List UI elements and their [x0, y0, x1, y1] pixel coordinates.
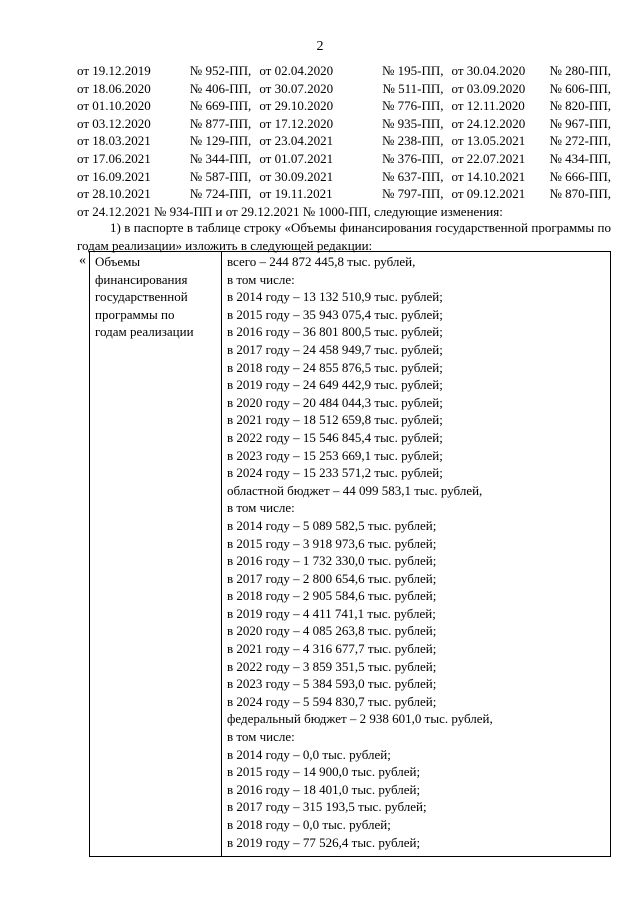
decree-reference	[77, 185, 259, 203]
decree-number: № 129-ПП,	[189, 133, 252, 149]
label-line: финансирования	[95, 271, 188, 287]
decree-date: от 23.04.2021	[259, 133, 334, 149]
table-bottom-spacer	[227, 851, 606, 856]
decree-number: № 935-ПП,	[381, 115, 444, 131]
decree-date: от 01.10.2020	[77, 98, 151, 114]
funding-label-cell	[90, 252, 222, 857]
funding-line: в 2017 году – 24 458 949,7 тыс. рублей;	[227, 341, 443, 357]
funding-line: в 2017 году – 2 800 654,6 тыс. рублей;	[227, 570, 437, 586]
decree-row	[77, 115, 611, 133]
funding-row	[90, 252, 611, 857]
funding-line: в 2014 году – 5 089 582,5 тыс. рублей;	[227, 517, 437, 533]
funding-line: в том числе:	[227, 500, 295, 516]
decree-number: № 238-ПП,	[381, 133, 444, 149]
decree-reference	[259, 115, 451, 133]
funding-line: федеральный бюджет – 2 938 601,0 тыс. рублей,	[227, 711, 493, 727]
page-number: 2	[316, 39, 324, 54]
funding-line: всего – 244 872 445,8 тыс. рублей,	[227, 254, 416, 269]
decree-number: № 344-ПП,	[189, 150, 252, 166]
decree-row	[77, 185, 611, 203]
decree-row	[77, 62, 611, 80]
decree-date: от 16.09.2021	[77, 168, 151, 184]
decree-reference	[451, 168, 611, 186]
decree-reference	[451, 150, 611, 168]
decree-number: № 637-ПП,	[381, 168, 444, 184]
funding-line: в 2021 году – 4 316 677,7 тыс. рублей;	[227, 641, 437, 657]
label-line: программы по	[95, 306, 175, 322]
decree-reference	[451, 80, 611, 98]
decree-number: № 606-ПП,	[549, 80, 611, 96]
decree-date: от 30.09.2021	[259, 168, 334, 184]
decree-date: от 14.10.2021	[451, 168, 526, 184]
opening-quote-mark: «	[79, 253, 86, 268]
funding-line: в 2018 году – 0,0 тыс. рублей;	[227, 817, 391, 832]
funding-line: в 2017 году – 315 193,5 тыс. рублей;	[227, 799, 427, 815]
funding-line: в 2019 году – 4 411 741,1 тыс. рублей;	[227, 605, 436, 621]
decree-date: от 13.05.2021	[451, 133, 526, 149]
funding-line: в 2021 году – 18 512 659,8 тыс. рублей;	[227, 412, 443, 428]
decree-reference	[259, 168, 451, 186]
decree-number: № 952-ПП,	[189, 63, 252, 78]
funding-line: в 2019 году – 77 526,4 тыс. рублей;	[227, 834, 421, 850]
decree-number: № 434-ПП,	[549, 150, 611, 166]
decree-reference	[451, 132, 611, 150]
decree-reference	[259, 185, 451, 203]
decree-date: от 03.12.2020	[77, 115, 151, 131]
funding-line: в 2023 году – 15 253 669,1 тыс. рублей;	[227, 447, 443, 463]
decree-number: № 406-ПП,	[189, 80, 252, 96]
passport-table	[89, 251, 611, 857]
decree-row	[77, 97, 611, 115]
funding-line: областной бюджет – 44 099 583,1 тыс. рублей,	[227, 482, 483, 498]
decree-number: № 776-ПП,	[381, 98, 444, 114]
decree-number: № 870-ПП,	[549, 186, 611, 202]
decree-date: от 17.12.2020	[259, 115, 334, 131]
funding-values-cell	[222, 252, 611, 857]
decree-reference	[451, 115, 611, 133]
decree-number: № 820-ПП,	[549, 98, 611, 114]
decree-number: № 280-ПП,	[549, 63, 611, 78]
decree-reference	[77, 132, 259, 150]
decree-number: № 877-ПП,	[189, 115, 252, 131]
decree-number: № 724-ПП,	[189, 186, 252, 202]
funding-line: в 2018 году – 24 855 876,5 тыс. рублей;	[227, 359, 443, 375]
decree-row	[77, 150, 611, 168]
label-line: государственной	[95, 289, 188, 305]
decree-date: от 02.04.2020	[259, 63, 334, 78]
funding-line: в 2016 году – 18 401,0 тыс. рублей;	[227, 781, 421, 797]
decree-date: от 24.12.2020	[451, 115, 526, 131]
funding-line: в 2015 году – 14 900,0 тыс. рублей;	[227, 764, 421, 780]
decree-number: № 272-ПП,	[549, 133, 611, 149]
funding-line: в 2015 году – 35 943 075,4 тыс. рублей;	[227, 306, 443, 322]
decree-date: от 22.07.2021	[451, 150, 526, 166]
decree-reference	[451, 185, 611, 203]
decree-date: от 19.12.2019	[77, 63, 151, 78]
decree-date: от 30.04.2020	[451, 63, 526, 78]
funding-line: в 2020 году – 4 085 263,8 тыс. рублей;	[227, 623, 437, 639]
decree-reference	[77, 97, 259, 115]
decree-date: от 18.06.2020	[77, 80, 151, 96]
funding-line: в том числе:	[227, 271, 295, 287]
decree-date: от 09.12.2021	[451, 186, 526, 202]
decree-reference	[259, 62, 451, 80]
decree-reference	[259, 80, 451, 98]
decree-date: от 29.10.2020	[259, 98, 334, 114]
decree-number: № 376-ПП,	[381, 150, 444, 166]
decree-row	[77, 80, 611, 98]
decree-last-line: от 24.12.2021 № 934-ПП и от 29.12.2021 № 1000-ПП, следующие изменения:	[77, 203, 503, 219]
funding-line: в 2024 году – 15 233 571,2 тыс. рублей;	[227, 465, 443, 481]
decree-reference	[77, 150, 259, 168]
decree-number: № 587-ПП,	[189, 168, 252, 184]
funding-line: в 2024 году – 5 594 830,7 тыс. рублей;	[227, 693, 437, 709]
decree-date: от 18.03.2021	[77, 133, 151, 149]
funding-line: в 2019 году – 24 649 442,9 тыс. рублей;	[227, 377, 443, 393]
funding-line: в 2014 году – 13 132 510,9 тыс. рублей;	[227, 289, 443, 305]
decree-number: № 666-ПП,	[549, 168, 611, 184]
decree-number: № 511-ПП,	[382, 80, 444, 96]
label-line: Объемы	[95, 254, 141, 269]
decree-date: от 03.09.2020	[451, 80, 526, 96]
decree-number: № 669-ПП,	[189, 98, 252, 114]
funding-line: в 2018 году – 2 905 584,6 тыс. рублей;	[227, 588, 437, 604]
decree-number: № 195-ПП,	[381, 63, 444, 78]
decree-row	[77, 168, 611, 186]
decree-date: от 19.11.2021	[259, 186, 333, 202]
funding-line: в 2014 году – 0,0 тыс. рублей;	[227, 746, 391, 762]
decree-reference	[451, 97, 611, 115]
funding-line: в 2016 году – 1 732 330,0 тыс. рублей;	[227, 553, 437, 569]
decree-reference	[77, 168, 259, 186]
decree-list	[77, 62, 611, 220]
decree-reference	[259, 150, 451, 168]
funding-line: в 2022 году – 15 546 845,4 тыс. рублей;	[227, 429, 443, 445]
decree-reference	[259, 132, 451, 150]
decree-date: от 17.06.2021	[77, 150, 151, 166]
funding-line: в том числе:	[227, 729, 295, 745]
funding-line: в 2023 году – 5 384 593,0 тыс. рублей;	[227, 676, 437, 692]
decree-number: № 797-ПП,	[381, 186, 444, 202]
decree-row	[77, 132, 611, 150]
decree-reference	[77, 80, 259, 98]
label-line: годам реализации	[95, 324, 194, 340]
funding-line: в 2016 году – 36 801 800,5 тыс. рублей;	[227, 324, 443, 340]
funding-line: в 2020 году – 20 484 044,3 тыс. рублей;	[227, 394, 443, 410]
decree-number: № 967-ПП,	[549, 115, 611, 131]
decree-date: от 30.07.2020	[259, 80, 334, 96]
decree-date: от 28.10.2021	[77, 186, 151, 202]
decree-date: от 12.11.2020	[451, 98, 525, 114]
decree-reference	[259, 97, 451, 115]
decree-date: от 01.07.2021	[259, 150, 334, 166]
decree-reference	[451, 62, 611, 80]
decree-reference	[77, 115, 259, 133]
amendment-paragraph: 1) в паспорте в таблице строку «Объемы финансирования государственной программы по годам реализации» изложить в следующей редакции:	[77, 220, 611, 253]
decree-reference	[77, 62, 259, 80]
funding-line: в 2015 году – 3 918 973,6 тыс. рублей;	[227, 535, 437, 551]
funding-line: в 2022 году – 3 859 351,5 тыс. рублей;	[227, 658, 437, 674]
